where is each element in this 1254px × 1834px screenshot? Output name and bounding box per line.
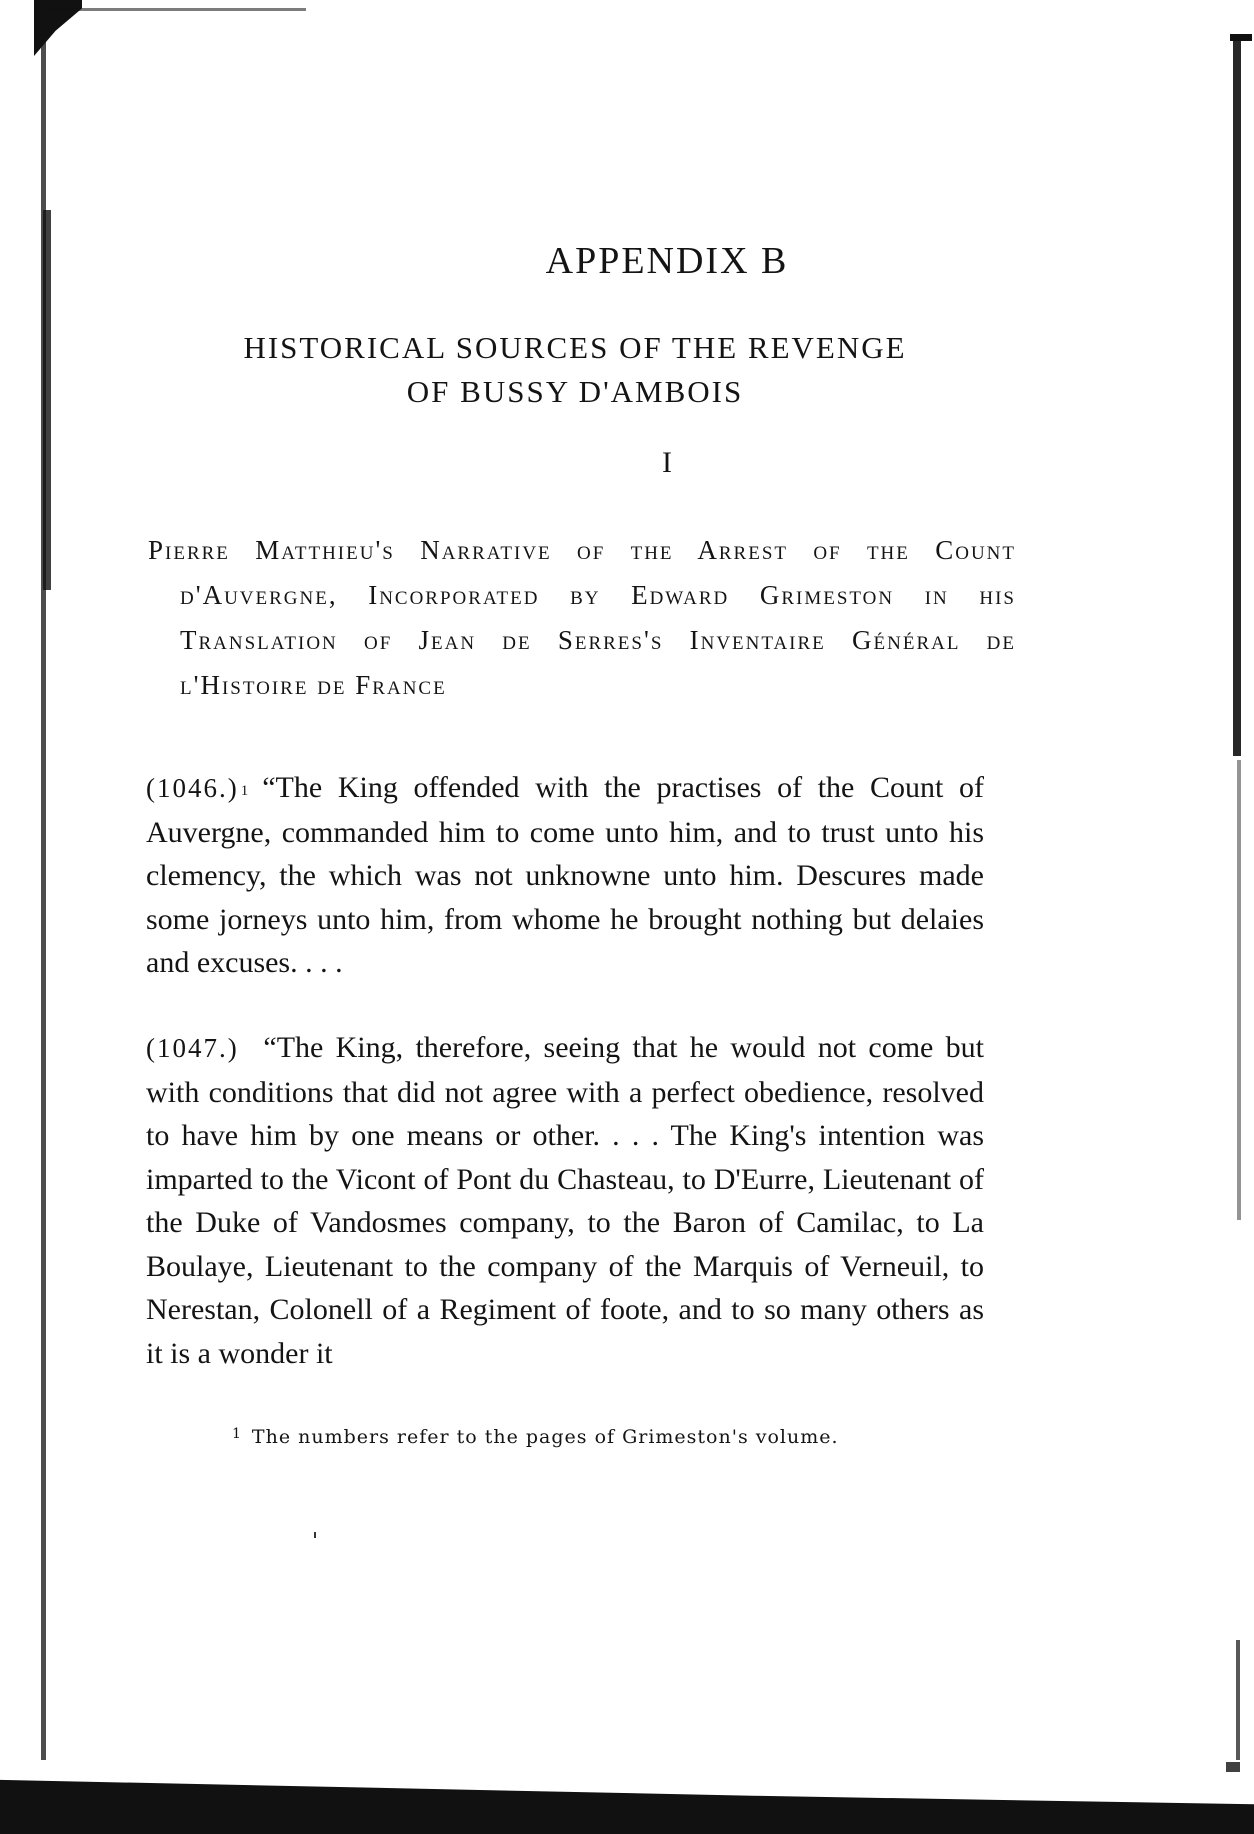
paragraph-text: “The King, therefore, seeing that he would not come but with conditions that did not agree with a perfect obedience, resolved to have him by one means or other. . . . The King's intention was imparted to the Vicont of Pont du Chasteau, to D'Eurre, Lieutenant of the Duke of Vandosmes company, to the Baron of Camilac, to La Boulaye, Lieutenant to the company of the Marquis of Verneuil, to Nerestan, Colonell of a Regiment of foote, and to so many others as it is a wonder it bbox=[146, 1031, 984, 1370]
paragraph-text: “The King offended with the practises of the Count of Auvergne, commanded him to come unto him, and to trust unto his clemency, the which was not unknowne unto him. Descures made some jorneys unto him, from whome he brought nothing but delaies and excuses. . . . bbox=[146, 771, 984, 979]
paragraph-1 bbox=[146, 766, 984, 985]
appendix-title: APPENDIX B bbox=[545, 240, 789, 282]
sub-heading: Pierre Matthieu's Narrative of the Arrest of the Count d'Auvergne, Incorporated by Edward Grimeston in his Translation of Jean de Serres's Inventaire Général de l'Histoire de France bbox=[148, 535, 1016, 700]
paragraph-2 bbox=[146, 1026, 984, 1375]
footnote-marker: 1 bbox=[240, 783, 249, 799]
page-reference: (1046.) bbox=[146, 773, 239, 803]
scan-shadow-right-lower bbox=[1236, 1640, 1240, 1760]
scan-shadow-right bbox=[1233, 36, 1241, 756]
footnote-number: 1 bbox=[232, 1426, 242, 1442]
scan-shadow-bottom bbox=[0, 1768, 1254, 1834]
scan-speck bbox=[314, 1532, 316, 1538]
page-reference: (1047.) bbox=[146, 1033, 239, 1063]
scan-shadow-right-thin bbox=[1237, 760, 1241, 1220]
scan-shadow-top-line bbox=[50, 8, 306, 11]
scan-shadow-bottom-tick bbox=[1226, 1762, 1240, 1772]
section-heading bbox=[160, 326, 990, 414]
footnote-text: The numbers refer to the pages of Grimeston's volume. bbox=[251, 1426, 839, 1448]
section-number: I bbox=[662, 446, 672, 479]
footnote bbox=[232, 1426, 992, 1448]
section-heading-line-1: HISTORICAL SOURCES OF THE REVENGE bbox=[243, 330, 907, 365]
section-heading-line-2: OF BUSSY D'AMBOIS bbox=[406, 374, 744, 409]
